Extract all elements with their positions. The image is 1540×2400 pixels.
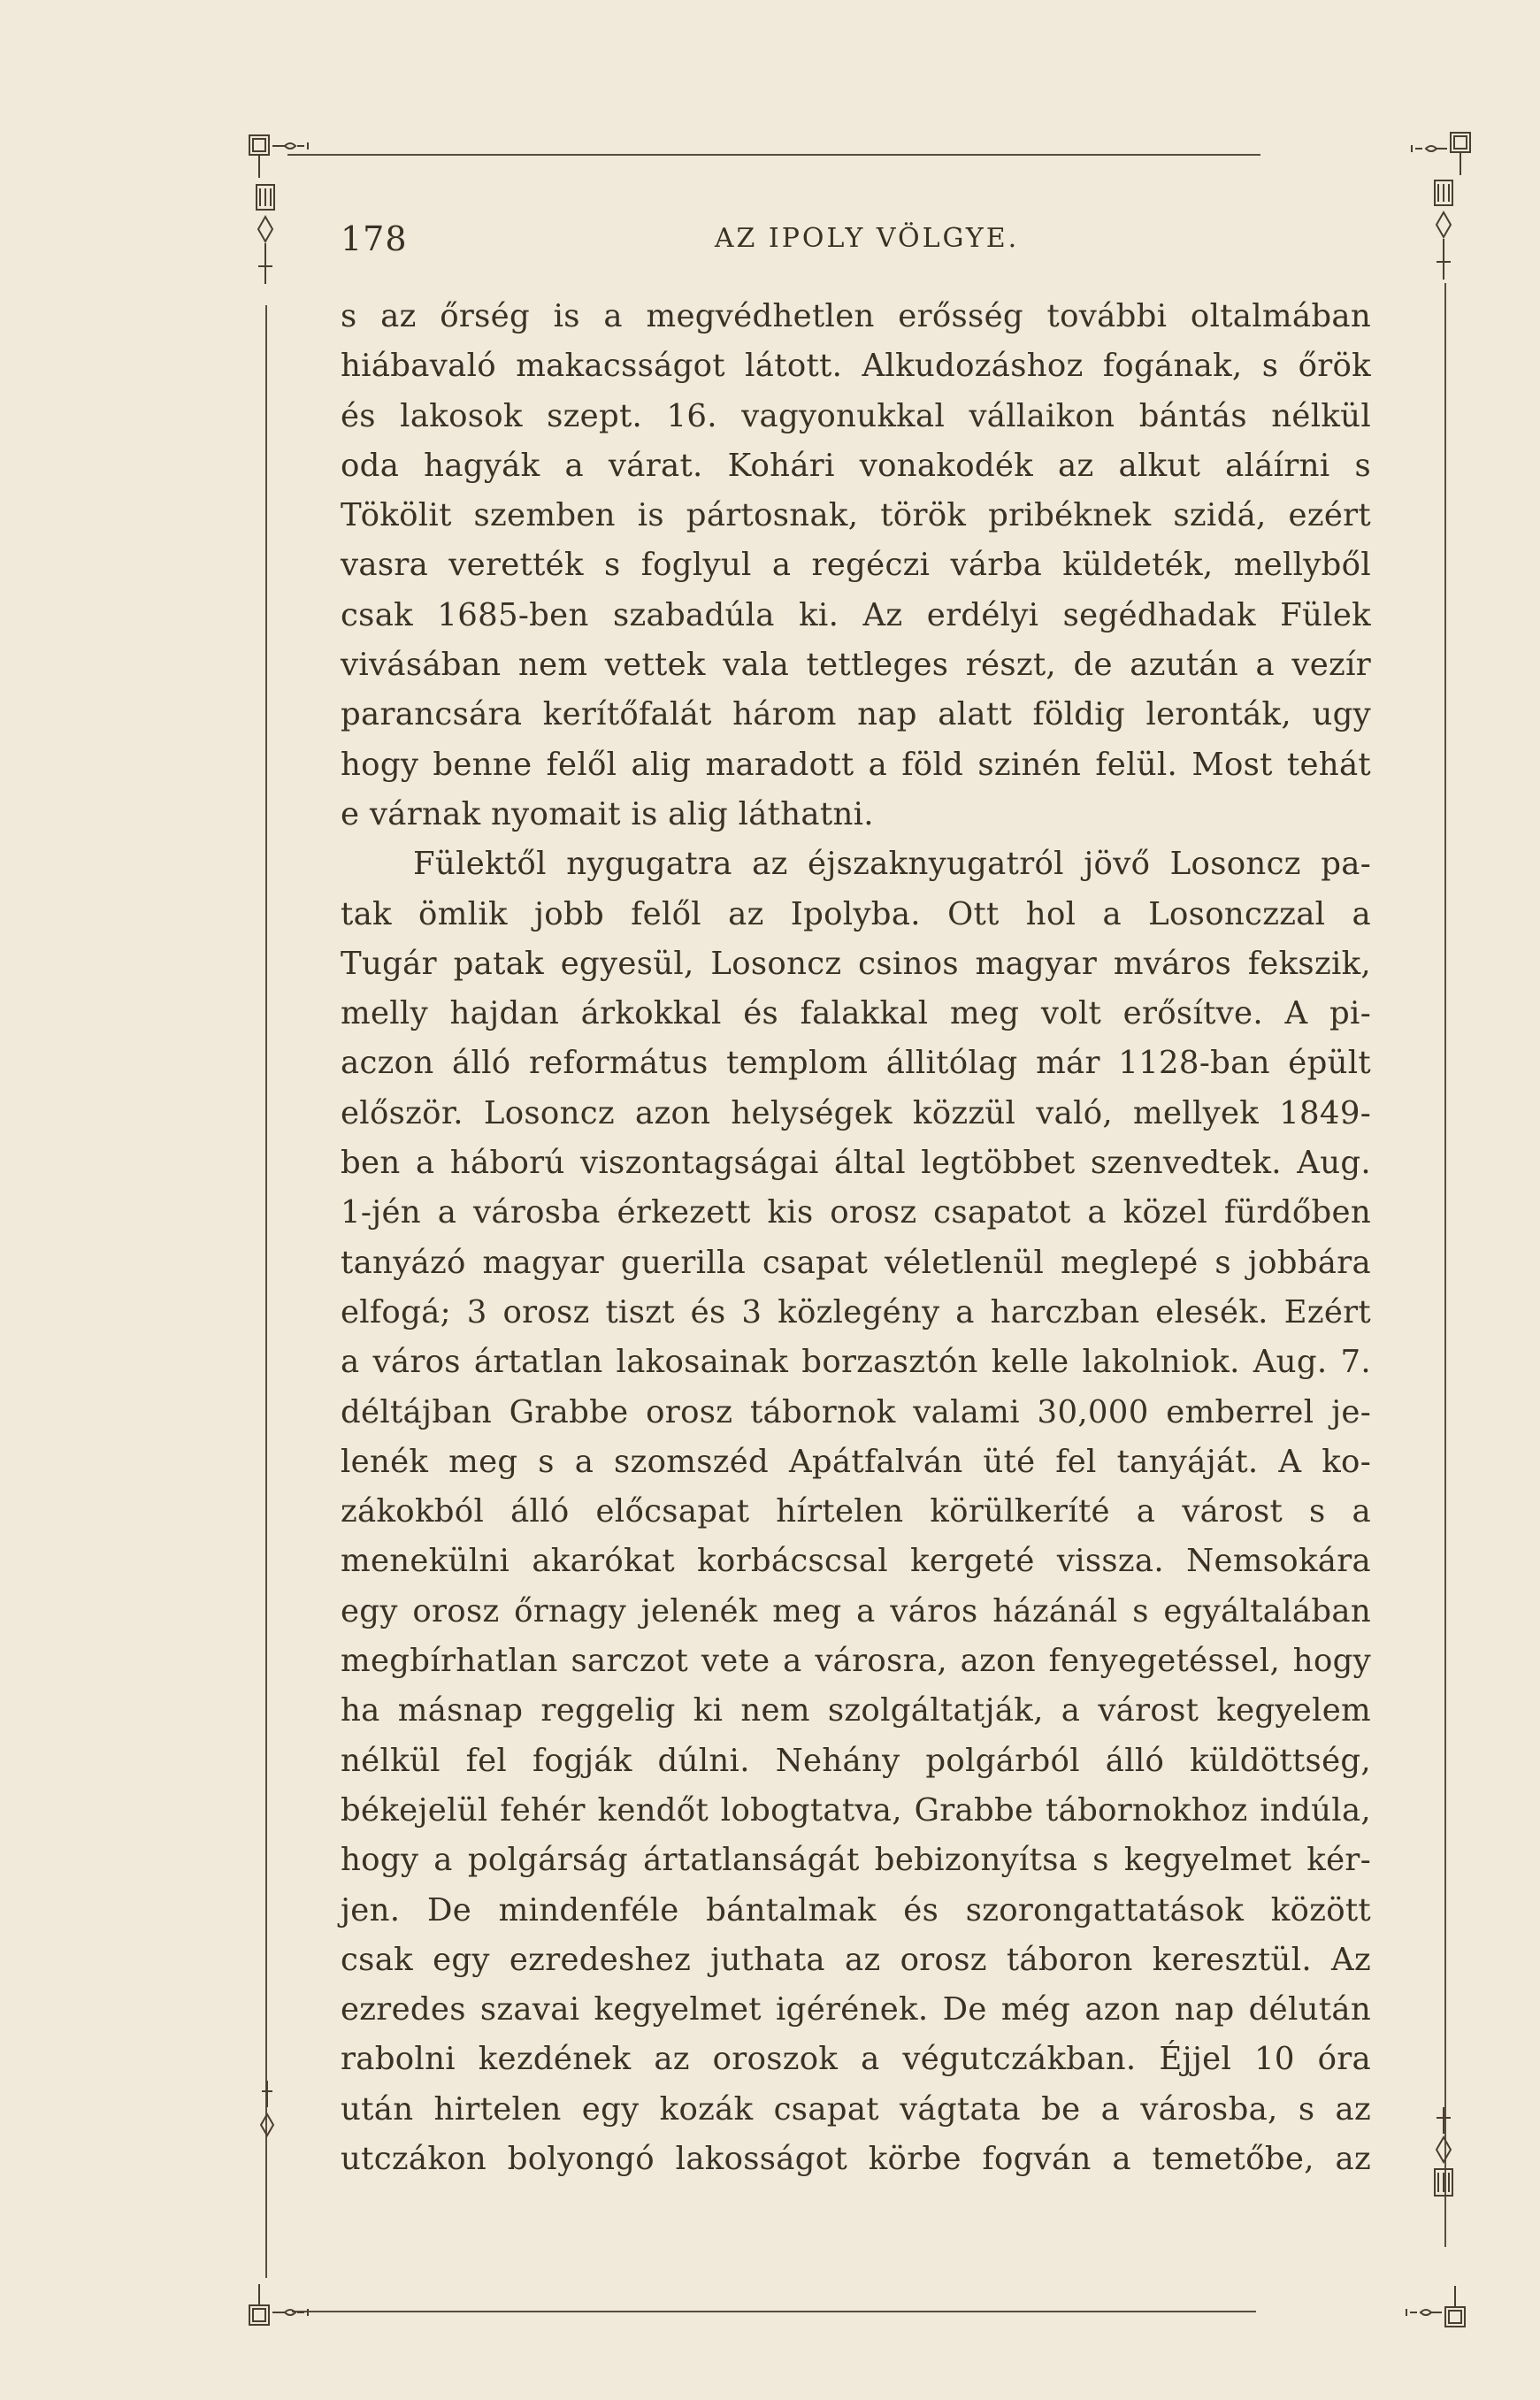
text-line: elfogá; 3 orosz tiszt és 3 közlegény a harczban elesék. Ezért xyxy=(341,1293,1371,1330)
text-line: utczákon bolyongó lakosságot körbe fogván a temetőbe, az xyxy=(341,2140,1371,2177)
running-title: AZ IPOLY VÖLGYE. xyxy=(714,223,1020,254)
side-ornament-icon xyxy=(248,181,283,288)
text-line: parancsára kerítőfalát három nap alatt földig leronták, ugy xyxy=(341,696,1371,733)
text-line: menekülni akarókat korbácscsal kergeté vissza. Nemsokára xyxy=(341,1543,1371,1580)
text-line: után hirtelen egy kozák csapat vágtata be a városba, s az xyxy=(341,2090,1371,2128)
text-line: vivásában nem vettek vala tettleges részt, de azután a vezír xyxy=(341,647,1371,684)
text-line: rabolni kezdének az oroszok a végutczákban. Éjjel 10 óra xyxy=(341,2041,1371,2078)
text-line: hiábavaló makacsságot látott. Alkudozáshoz fogának, s őrök xyxy=(341,348,1371,385)
text-line: csak egy ezredeshez juthata az orosz táboron keresztül. Az xyxy=(341,1941,1371,1978)
text-line: oda hagyák a várat. Kohári vonakodék az alkut aláírni s xyxy=(341,447,1371,484)
left-border-rule xyxy=(265,305,267,2278)
text-line: békejelül fehér kendőt lobogtatva, Grabbe tábornokhoz indúla, xyxy=(341,1791,1371,1829)
text-line: e várnak nyomait is alig láthatni. xyxy=(341,795,874,832)
text-line: és lakosok szept. 16. vagyonukkal vállaikon bántás nélkül xyxy=(341,397,1371,434)
text-line: zákokból álló előcsapat hírtelen körülkeríté a várost s a xyxy=(341,1493,1371,1530)
text-line: déltájban Grabbe orosz tábornok valami 30,000 emberrel je- xyxy=(341,1393,1371,1430)
text-line: 1-jén a városba érkezett kis orosz csapatot a közel fürdőben xyxy=(341,1194,1371,1231)
text-line: ezredes szavai kegyelmet igérének. De még azon nap délután xyxy=(341,1991,1371,2028)
corner-ornament-icon xyxy=(1398,2284,1468,2337)
text-line: a város ártatlan lakosainak borzasztón kelle lakolniok. Aug. 7. xyxy=(341,1344,1371,1381)
text-line: ha másnap reggelig ki nem szolgáltatják, a várost kegyelem xyxy=(341,1692,1371,1729)
text-line: aczon álló református templom állitólag már 1128-ban épült xyxy=(341,1045,1371,1082)
text-line: jen. De mindenféle bántalmak és szorongattatások között xyxy=(341,1891,1371,1928)
text-line: lenék meg s a szomszéd Apátfalván üté fel tanyáját. A ko- xyxy=(341,1443,1371,1480)
text-line: vasra verették s foglyul a regéczi várba küldeték, mellyből xyxy=(341,547,1371,584)
text-line: ben a háború viszontagságai által legtöbbet szenvedtek. Aug. xyxy=(341,1145,1371,1182)
corner-ornament-icon xyxy=(246,128,317,181)
text-line: nélkül fel fogják dúlni. Nehány polgárból álló küldöttség, xyxy=(341,1742,1371,1779)
text-line: hogy a polgárság ártatlanságát bebizonyítsa s kegyelmet kér- xyxy=(341,1842,1371,1879)
text-line: tak ömlik jobb felől az Ipolyba. Ott hol a Losonczzal a xyxy=(341,895,1371,932)
running-header xyxy=(341,219,1393,264)
text-line: először. Losoncz azon helységek közzül való, mellyek 1849- xyxy=(341,1094,1371,1131)
right-border-rule xyxy=(1444,283,1446,2247)
text-line: hogy benne felől alig maradott a föld szinén felül. Most tehát xyxy=(341,746,1371,783)
corner-ornament-icon xyxy=(246,2282,317,2335)
text-line: Tugár patak egyesül, Losoncz csinos magyar mváros fekszik, xyxy=(341,945,1371,982)
side-ornament-icon xyxy=(249,2079,285,2150)
body-text xyxy=(341,292,1371,2184)
text-line: s az őrség is a megvédhetlen erősség további oltalmában xyxy=(341,298,1371,334)
top-border-rule xyxy=(287,154,1260,156)
text-line: Fülektől nygugatra az éjszaknyugatról jövő Losoncz pa- xyxy=(413,846,1371,883)
text-line: tanyázó magyar guerilla csapat véletlenül meglepé s jobbára xyxy=(341,1244,1371,1281)
text-line: megbírhatlan sarczot vete a városra, azon fenyegetéssel, hogy xyxy=(341,1643,1371,1680)
bottom-border-rule xyxy=(292,2311,1256,2312)
text-line: Tökölit szemben is pártosnak, török pribéknek szidá, ezért xyxy=(341,497,1371,534)
text-line: csak 1685-ben szabadúla ki. Az erdélyi segédhadak Fülek xyxy=(341,596,1371,633)
side-ornament-icon xyxy=(1426,177,1461,283)
text-line: melly hajdan árkokkal és falakkal meg volt erősítve. A pi- xyxy=(341,995,1371,1032)
text-line: egy orosz őrnagy jelenék meg a város házánál s egyáltalában xyxy=(341,1592,1371,1629)
side-ornament-icon xyxy=(1426,2105,1461,2203)
corner-ornament-icon xyxy=(1403,124,1474,177)
page-number: 178 xyxy=(341,219,408,258)
